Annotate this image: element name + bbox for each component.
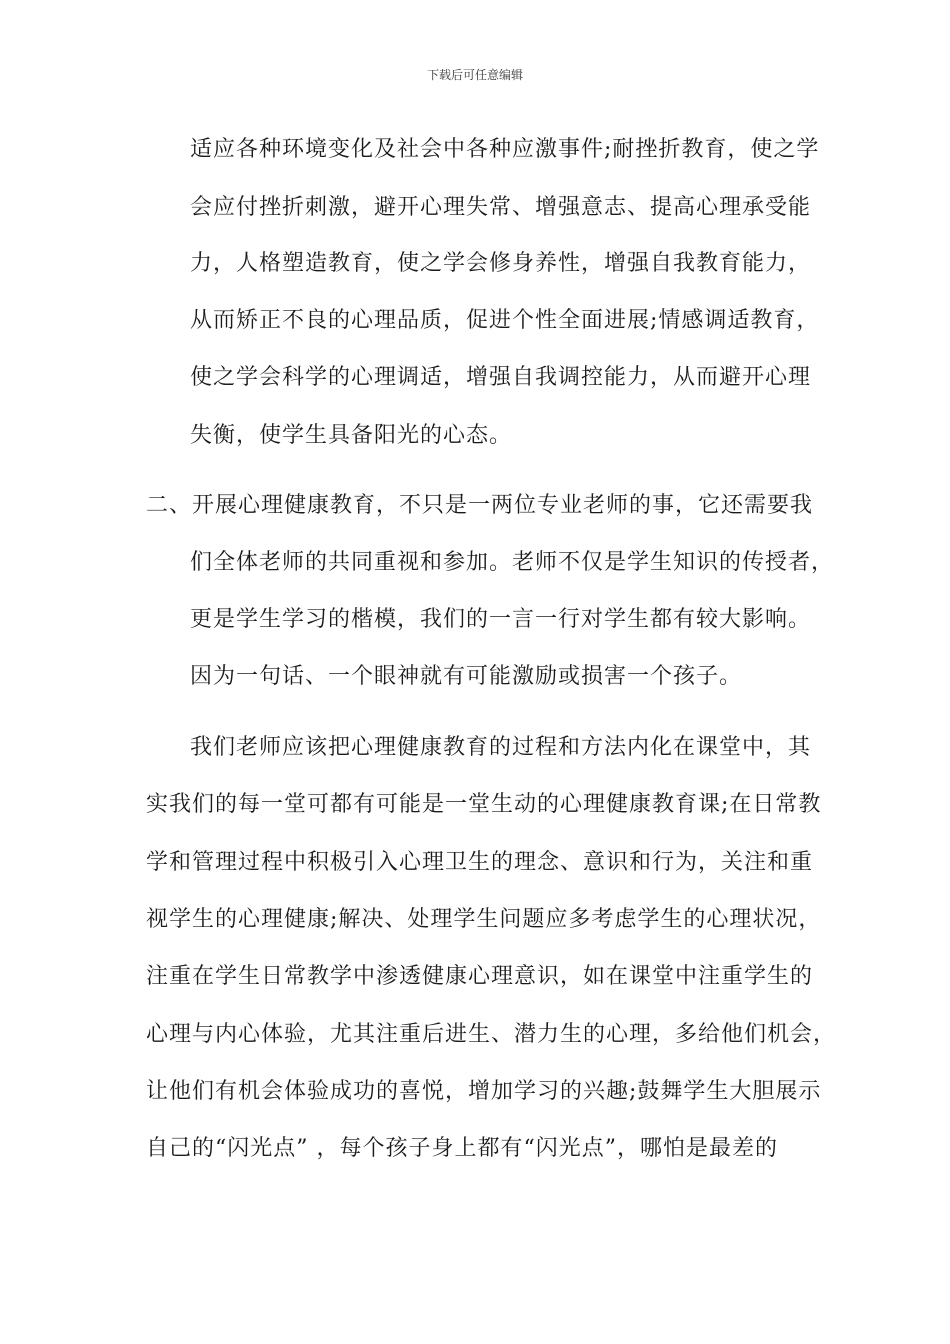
- paragraph-line: 适应各种环境变化及社会中各种应激事件;耐挫折教育，使之学: [190, 137, 820, 162]
- paragraph-line: 会应付挫折刺激，避开心理失常、增强意志、提高心理承受能: [190, 195, 812, 220]
- numbered-item-line: 更是学生学习的楷模，我们的一言一行对学生都有较大影响。: [190, 607, 812, 632]
- paragraph-line: 失衡，使学生具备阳光的心态。: [190, 423, 513, 448]
- paragraph-line: 注重在学生日常教学中渗透健康心理意识，如在课堂中注重学生的: [146, 964, 814, 989]
- numbered-item-line: 二、开展心理健康教育，不只是一两位专业老师的事，它还需要我: [146, 493, 814, 518]
- paragraph-line: 力，人格塑造教育，使之学会修身养性，增强自我教育能力，: [190, 251, 812, 276]
- paragraph-line: 我们老师应该把心理健康教育的过程和方法内化在课堂中，其: [190, 735, 812, 760]
- paragraph-line: 自己的“闪光点” ，每个孩子身上都有“闪光点”，哪怕是最差的: [146, 1136, 778, 1161]
- paragraph-line: 从而矫正不良的心理品质，促进个性全面进展;情感调适教育，: [190, 308, 820, 333]
- paragraph-line: 视学生的心理健康;解决、处理学生问题应多考虑学生的心理状况，: [146, 907, 822, 932]
- paragraph-line: 心理与内心体验，尤其注重后进生、潜力生的心理，多给他们机会，: [146, 1022, 837, 1047]
- numbered-item-line: 们全体老师的共同重视和参加。老师不仅是学生知识的传授者，: [190, 550, 835, 575]
- paragraph-line: 使之学会科学的心理调适，增强自我调控能力，从而避开心理: [190, 365, 812, 390]
- numbered-item-line: 因为一句话、一个眼神就有可能激励或损害一个孩子。: [190, 664, 743, 689]
- paragraph-line: 实我们的每一堂可都有可能是一堂生动的心理健康教育课;在日常教: [146, 792, 822, 817]
- page-header-note: 下载后可任意编辑: [426, 68, 523, 82]
- paragraph-line: 让他们有机会体验成功的喜悦，增加学习的兴趣;鼓舞学生大胆展示: [146, 1079, 822, 1104]
- paragraph-line: 学和管理过程中积极引入心理卫生的理念、意识和行为，关注和重: [146, 850, 814, 875]
